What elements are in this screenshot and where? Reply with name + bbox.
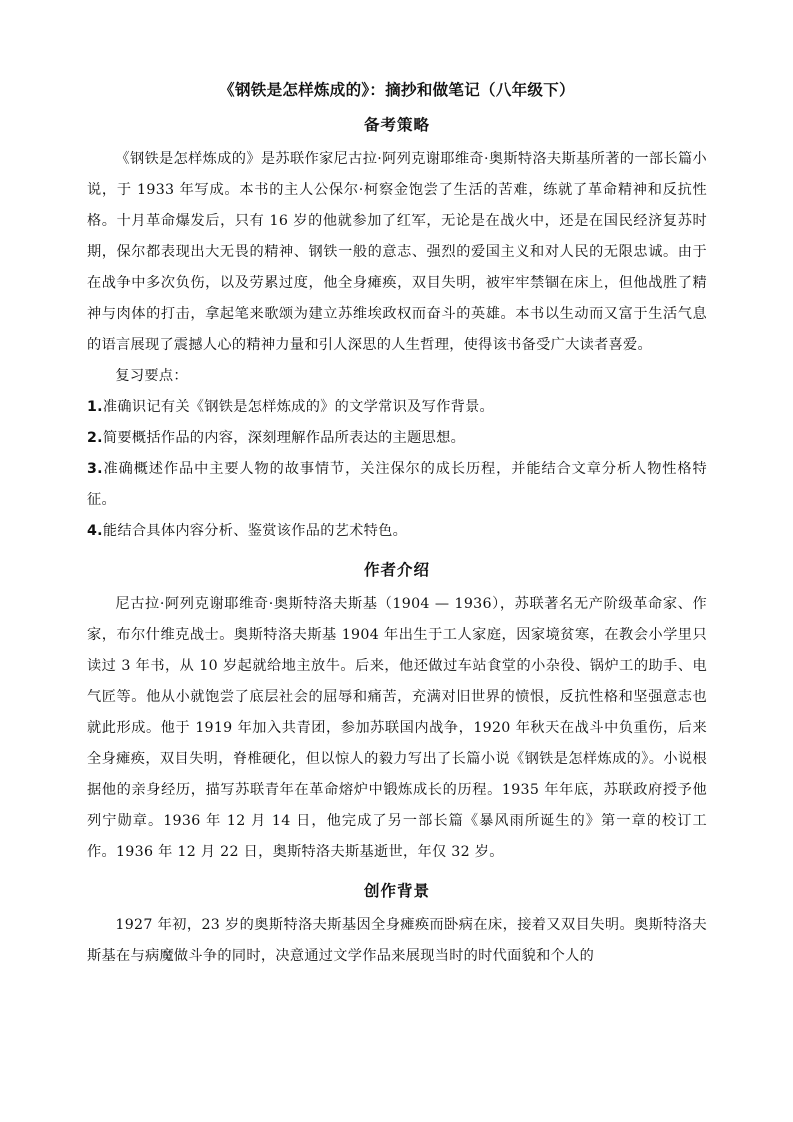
review-point-text: 准确概述作品中主要人物的故事情节，关注保尔的成长历程，并能结合文章分析人物性格特征。 — [87, 461, 707, 508]
review-point-number: 4. — [87, 523, 103, 539]
background-heading: 创作背景 — [363, 882, 430, 900]
review-point-text: 能结合具体内容分析、鉴赏该作品的艺术特色。 — [102, 523, 408, 539]
background-section — [87, 878, 707, 972]
review-points-label: 复习要点： — [115, 368, 188, 384]
review-point-number: 1. — [87, 399, 103, 415]
review-point — [87, 454, 707, 516]
author-section — [87, 557, 707, 868]
strategy-section — [87, 112, 707, 547]
document-page — [87, 78, 707, 972]
review-point — [87, 392, 707, 423]
review-point — [87, 516, 707, 547]
background-body: 1927 年初，23 岁的奥斯特洛夫斯基因全身瘫痪而卧病在床，接着又双目失明。奥斯特洛夫斯基在与病魔做斗争的同时，决意通过文学作品来展现当时的时代面貌和个人的 — [87, 917, 707, 964]
author-heading: 作者介绍 — [363, 561, 430, 579]
review-point-text: 准确识记有关《钢铁是怎样炼成的》的文学常识及写作背景。 — [102, 399, 495, 415]
review-point-number: 3. — [87, 461, 103, 477]
review-point — [87, 423, 707, 454]
author-body: 尼古拉·阿列克谢耶维奇·奥斯特洛夫斯基（1904 — 1936），苏联著名无产阶级革命家、作家，布尔什维克战士。奥斯特洛夫斯基 1904 年出生于工人家庭，因家境贫寒，在教会小学里只读过 3 年书，从 10 岁起就给地主放牛。后来，他还做过车站食堂的小杂役、锅炉工的助手、电气匠等。他从小就饱尝了底层社会的屈辱和痛苦，充满对旧世界的愤恨，反抗性格和坚强意志也就此形成。他于 1919 年加入共青团，参加苏联国内战争，1920 年秋天在战斗中负重伤，后来全身瘫痪，双目失明，脊椎硬化，但以惊人的毅力写出了长篇小说《钢铁是怎样炼成的》。小说根据他的亲身经历，描写苏联青年在革命熔炉中锻炼成长的历程。1935 年年底，苏联政府授予他列宁勋章。1936 年 12 月 14 日，他完成了另一部长篇《暴风雨所诞生的》第一章的校订工作。1936 年 12 月 22 日，奥斯特洛夫斯基逝世，年仅 32 岁。 — [87, 596, 707, 860]
document-title: 《钢铁是怎样炼成的》：摘抄和做笔记（八年级下） — [219, 81, 575, 99]
review-point-number: 2. — [87, 430, 103, 446]
review-point-text: 简要概括作品的内容，深刻理解作品所表达的主题思想。 — [102, 430, 466, 446]
strategy-intro: 《钢铁是怎样炼成的》是苏联作家尼古拉·阿列克谢耶维奇·奥斯特洛夫斯基所著的一部长篇小说，于 1933 年写成。本书的主人公保尔·柯察金饱尝了生活的苦难，练就了革命精神和反抗性格。十月革命爆发后，只有 16 岁的他就参加了红军，无论是在战火中，还是在国民经济复苏时期，保尔都表现出大无畏的精神、钢铁一般的意志、强烈的爱国主义和对人民的无限忠诚。由于在战争中多次负伤，以及劳累过度，他全身瘫痪，双目失明，被牢牢禁锢在床上，但他战胜了精神与肉体的打击，拿起笔来歌颂为建立苏维埃政权而奋斗的英雄。本书以生动而又富于生活气息的语言展现了震撼人心的精神力量和引人深思的人生哲理，使得该书备受广大读者喜爱。 — [87, 151, 707, 353]
strategy-heading: 备考策略 — [363, 116, 430, 134]
